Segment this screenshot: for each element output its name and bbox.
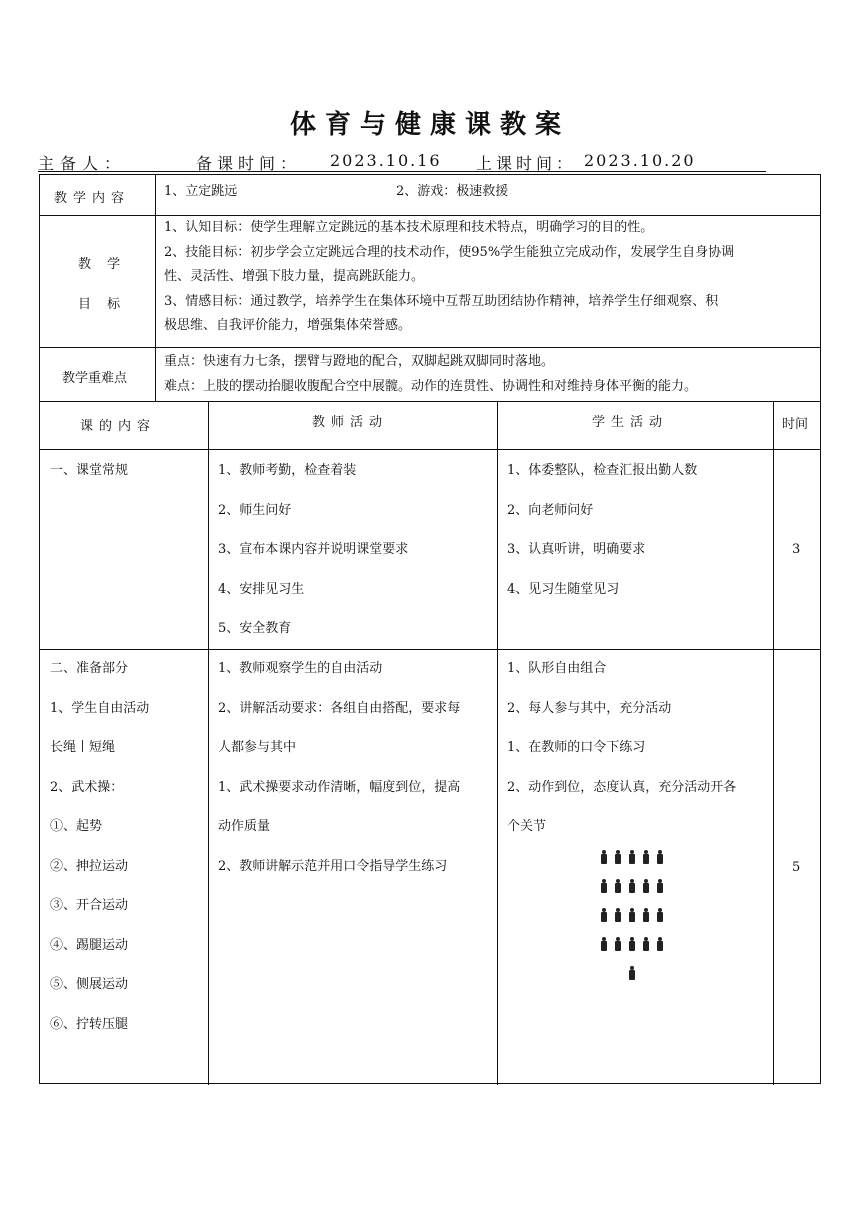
formation-row xyxy=(600,879,700,908)
list-item: 2、每人参与其中，充分活动 xyxy=(507,700,672,716)
formation-row xyxy=(600,908,700,937)
prep-date: 2023.10.16 xyxy=(330,151,442,170)
list-item: 3、宣布本课内容并说明课堂要求 xyxy=(218,542,409,557)
content-item-2: 2、游戏：极速救援 xyxy=(396,184,509,199)
person-icon xyxy=(628,850,636,864)
section-1-time: 3 xyxy=(792,542,801,557)
col-divider xyxy=(773,401,774,1085)
list-item: ⑥、拧转压腿 xyxy=(50,1016,129,1032)
class-time-label: 上课时间： xyxy=(476,154,577,173)
list-item: 3、认真听讲，明确要求 xyxy=(507,542,646,557)
goal-line: 性、灵活性、增强下肢力量，提高跳跃能力。 xyxy=(164,269,425,284)
section-2-teacher xyxy=(218,649,460,886)
list-item: 1、学生自由活动 xyxy=(50,700,150,716)
person-icon xyxy=(628,879,636,893)
section-1-student xyxy=(507,451,697,609)
header-content: 课的内容 xyxy=(80,419,157,434)
row-divider xyxy=(40,401,820,402)
lesson-plan-table xyxy=(39,174,821,1084)
prep-time-label: 备课时间： xyxy=(196,154,302,173)
section-1-teacher xyxy=(218,451,408,649)
person-icon xyxy=(642,908,650,922)
person-icon xyxy=(628,908,636,922)
goal-line: 3、情感目标：通过教学，培养学生在集体环境中互帮互助团结协作精神，培养学生仔细观察、积 xyxy=(164,293,719,309)
person-icon xyxy=(614,908,622,922)
col-divider xyxy=(208,401,209,1085)
header-teacher: 教师活动 xyxy=(312,415,389,430)
row-divider xyxy=(40,449,820,450)
content-label: 教学内容 xyxy=(54,191,131,206)
list-item: 1、教师考勤，检查着装 xyxy=(218,463,357,478)
list-item: 动作质量 xyxy=(218,819,271,834)
person-icon xyxy=(642,879,650,893)
key-point: 重点：快速有力七条，摆臂与蹬地的配合，双脚起跳双脚同时落地。 xyxy=(164,354,555,369)
list-item: 2、动作到位，态度认真，充分活动开各 xyxy=(507,779,737,795)
goals-text xyxy=(164,216,814,339)
list-item: 一、课堂常规 xyxy=(50,463,129,478)
list-item: ⑤、侧展运动 xyxy=(50,977,129,992)
person-icon xyxy=(656,850,664,864)
list-item: 4、见习生随堂见习 xyxy=(507,581,620,597)
person-icon xyxy=(656,908,664,922)
list-item: 2、师生问好 xyxy=(218,502,292,518)
list-item: 1、队形自由组合 xyxy=(507,661,607,676)
section-1-content xyxy=(50,451,128,491)
goal-line: 1、认知目标：使学生理解立定跳远的基本技术原理和技术特点，明确学习的目的性。 xyxy=(164,220,654,235)
goals-label-bottom: 目 标 xyxy=(78,297,127,312)
formation-row xyxy=(600,850,700,879)
person-icon xyxy=(600,879,608,893)
person-icon xyxy=(614,850,622,864)
preparer-label: 主备人： xyxy=(38,154,127,173)
list-item: 2、教师讲解示范并用口令指导学生练习 xyxy=(218,858,448,874)
person-icon xyxy=(628,966,636,980)
hard-point: 难点：上肢的摆动抬腿收腹配合空中展髋。动作的连贯性、协调性和对维持身体平衡的能力。 xyxy=(164,378,698,394)
section-2-content xyxy=(50,649,149,1044)
list-item: 二、准备部分 xyxy=(50,661,129,676)
class-date: 2023.10.20 xyxy=(584,151,696,170)
row-divider xyxy=(40,347,820,348)
goal-line: 极思维、自我评价能力，增强集体荣誉感。 xyxy=(164,318,412,333)
section-2-student xyxy=(507,649,736,847)
list-item: 人都参与其中 xyxy=(218,740,297,755)
page-title: 体育与健康课教案 xyxy=(289,110,570,140)
person-icon xyxy=(642,937,650,951)
header-student: 学生活动 xyxy=(592,415,669,430)
list-item: 1、教师观察学生的自由活动 xyxy=(218,661,383,676)
person-icon xyxy=(656,937,664,951)
formation-diagram xyxy=(600,850,700,995)
list-item: 4、安排见习生 xyxy=(218,581,305,597)
goals-label-top: 教 学 xyxy=(78,257,127,272)
goal-line: 2、技能目标：初步学会立定跳远合理的技术动作，使95%学生能独立完成动作，发展学生自身协调 xyxy=(164,244,735,260)
list-item: 2、讲解活动要求：各组自由搭配，要求每 xyxy=(218,700,461,716)
person-icon xyxy=(614,937,622,951)
list-item: 1、体委整队，检查汇报出勤人数 xyxy=(507,463,698,478)
person-icon xyxy=(642,850,650,864)
formation-row-teacher xyxy=(600,966,700,995)
content-item-1: 1、立定跳远 xyxy=(164,184,238,199)
person-icon xyxy=(628,937,636,951)
list-item: 5、安全教育 xyxy=(218,621,292,636)
list-item: 1、在教师的口令下练习 xyxy=(507,740,646,755)
difficulty-text xyxy=(164,350,814,399)
col-divider xyxy=(497,401,498,1085)
col-divider xyxy=(155,175,156,401)
list-item: ②、抻拉运动 xyxy=(50,858,129,874)
formation-row xyxy=(600,937,700,966)
list-item: 1、武术操要求动作清晰，幅度到位，提高 xyxy=(218,779,461,795)
list-item: 2、武术操： xyxy=(50,779,124,795)
list-item: ③、开合运动 xyxy=(50,898,129,913)
header-time: 时间 xyxy=(782,417,809,432)
person-icon xyxy=(656,879,664,893)
list-item: 长绳丨短绳 xyxy=(50,740,116,755)
meta-line xyxy=(38,151,766,172)
list-item: 个关节 xyxy=(507,819,547,834)
list-item: ④、踢腿运动 xyxy=(50,937,129,953)
difficulty-label: 教学重难点 xyxy=(62,371,128,386)
section-2-time: 5 xyxy=(792,860,801,875)
person-icon xyxy=(600,850,608,864)
person-icon xyxy=(600,937,608,951)
person-icon xyxy=(614,879,622,893)
person-icon xyxy=(600,908,608,922)
list-item: ①、起势 xyxy=(50,819,103,834)
list-item: 2、向老师问好 xyxy=(507,502,594,518)
